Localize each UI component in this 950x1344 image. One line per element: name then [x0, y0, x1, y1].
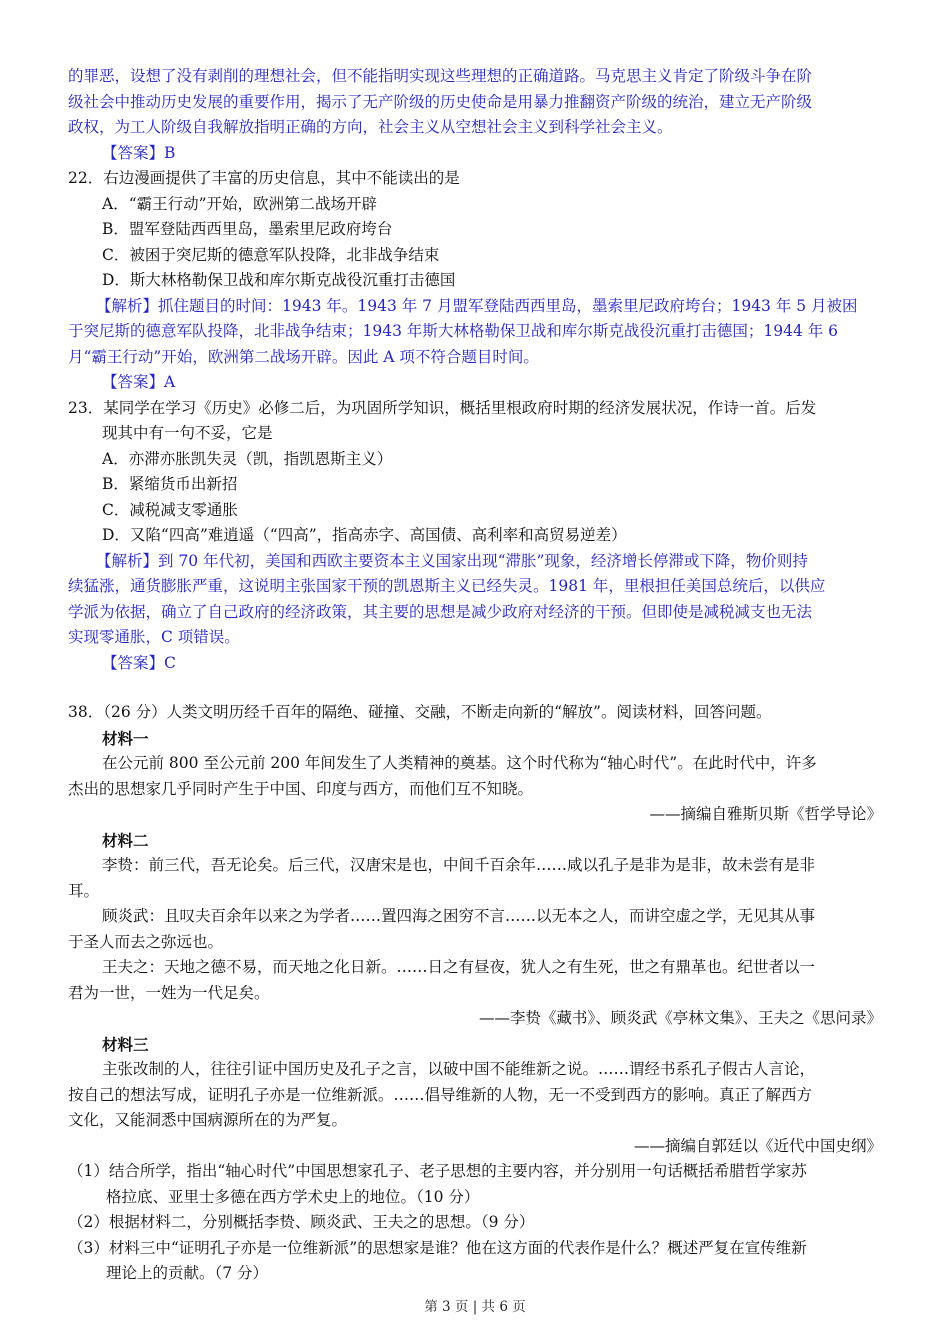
sub-question-3	[68, 1236, 882, 1287]
question-stem: 38．（26 分）人类文明历经千百年的隔绝、碰撞、交融，不断走向新的“解放”。阅读材料，回答问题。	[68, 703, 772, 721]
sub-question-line: （1）结合所学，指出“轴心时代”中国思想家孔子、老子思想的主要内容，并分别用一句话概括希腊哲学家苏	[68, 1162, 807, 1180]
q22-answer: 【答案】A	[102, 373, 176, 391]
material-line: 顾炎武：且叹夫百余年以来之为学者……置四海之困穷不言……以无本之人，而讲空虚之学，无见其从事	[102, 907, 816, 925]
explanation-line: 的罪恶，设想了没有剥削的理想社会，但不能指明实现这些理想的正确道路。马克思主义肯定了阶级斗争在阶	[68, 67, 813, 85]
explanation-line: 于突尼斯的德意军队投降，北非战争结束；1943 年斯大林格勒保卫战和库尔斯克战役沉重打击德国；1944 年 6	[68, 322, 839, 340]
explanation-line: 【解析】到 70 年代初，美国和西欧主要资本主义国家出现“滞胀”现象，经济增长停滞或下降，物价则持	[96, 551, 808, 570]
option-d: D．斯大林格勒保卫战和库尔斯克战役沉重打击德国	[102, 271, 456, 289]
spacer	[68, 676, 882, 700]
question-23	[68, 396, 882, 677]
q23-answer: 【答案】C	[102, 653, 176, 672]
explanation-line: 续猛涨，通货膨胀严重，这说明主张国家干预的凯恩斯主义已经失灵。1981 年，里根担任美国总统后，以供应	[68, 577, 826, 595]
sub-question-line: 格拉底、亚里士多德在西方学术史上的地位。（10 分）	[106, 1187, 480, 1206]
material-1-title: 材料一	[102, 728, 149, 748]
explanation-line: 学派为依据，确立了自己政府的经济政策，其主要的思想是减少政府对经济的干预。但即使是减税减支也无法	[68, 602, 813, 621]
material-line: 耳。	[68, 881, 100, 900]
material-line: 王夫之：天地之德不易，而天地之化日新。……日之有昼夜，犹人之有生死，世之有鼎革也。纪世者以一	[102, 958, 816, 976]
option-b: B．盟军登陆西西里岛，墨索里尼政府垮台	[102, 220, 393, 238]
material-line: 按自己的想法写成，证明孔子亦是一位维新派。……倡导维新的人物，无一不受到西方的影响。真正了解西方	[68, 1085, 813, 1104]
explanation-line: 政权，为工人阶级自我解放指明正确的方向，社会主义从空想社会主义到科学社会主义。	[68, 118, 673, 136]
question-stem-cont: 现其中有一句不妥，它是	[102, 424, 273, 442]
explanation-line: 级社会中推动历史发展的重要作用，揭示了无产阶级的历史使命是用暴力推翻资产阶级的统治，建立无产阶级	[68, 92, 813, 111]
material-line: 君为一世，一姓为一代足矣。	[68, 983, 270, 1002]
option-b: B．紧缩货币出新招	[102, 475, 238, 493]
material-2-title: 材料二	[102, 830, 149, 850]
question-38	[68, 700, 882, 1287]
sub-question-line: （3）材料三中“证明孔子亦是一位维新派”的思想家是谁？他在这方面的代表作是什么？概述严复在宣传维新	[68, 1238, 807, 1257]
sub-question-line: （2）根据材料二，分别概括李贽、顾炎武、王夫之的思想。（9 分）	[68, 1213, 535, 1231]
option-c: C．被困于突尼斯的德意军队投降，北非战争结束	[102, 245, 440, 264]
sub-question-1	[68, 1159, 882, 1210]
material-source: ——摘编自郭廷以《近代中国史纲》	[633, 1136, 882, 1155]
explanation-line: 【解析】抓住题目的时间：1943 年。1943 年 7 月盟军登陆西西里岛，墨索里尼政府垮台；1943 年 5 月被困	[96, 296, 858, 315]
material-source: ——摘编自雅斯贝斯《哲学导论》	[649, 805, 882, 823]
material-line: 主张改制的人，往往引证中国历史及孔子之言，以破中国不能维新之说。……谓经书系孔子假古人言论，	[102, 1060, 816, 1078]
material-line: 文化，又能洞悉中国病源所在的为严复。	[68, 1111, 348, 1129]
option-a: A．“霸王行动”开始，欧洲第二战场开辟	[102, 194, 378, 213]
page-footer: 第 3 页 | 共 6 页	[424, 1299, 526, 1315]
q21-explanation	[68, 64, 882, 141]
material-line: 李贽：前三代，吾无论矣。后三代，汉唐宋是也，中间千百余年……咸以孔子是非为是非，故未尝有是非	[102, 856, 816, 874]
option-d: D．又陷“四高”难逍遥（“四高”，指高赤字、高国债、高利率和高贸易逆差）	[102, 526, 627, 544]
sub-question-2	[68, 1210, 882, 1236]
question-stem: 22．右边漫画提供了丰富的历史信息，其中不能读出的是	[68, 169, 460, 187]
material-source: ——李贽《藏书》、顾炎武《亭林文集》、王夫之《思问录》	[478, 1009, 882, 1027]
sub-question-line: 理论上的贡献。（7 分）	[106, 1264, 269, 1282]
material-line: 杰出的思想家几乎同时产生于中国、印度与西方，而他们互不知晓。	[68, 779, 534, 798]
material-line: 在公元前 800 至公元前 200 年间发生了人类精神的奠基。这个时代称为“轴心时代”。在此时代中，许多	[102, 754, 817, 772]
q21-answer: 【答案】B	[102, 143, 176, 162]
page-content	[68, 64, 882, 1287]
question-22	[68, 166, 882, 396]
question-stem: 23．某同学在学习《历史》必修二后，为巩固所学知识，概括里根政府时期的经济发展状况，作诗一首。后发	[68, 398, 817, 417]
material-line: 于圣人而去之弥远也。	[68, 932, 224, 951]
explanation-line: 实现零通胀，C 项错误。	[68, 628, 240, 646]
explanation-line: 月“霸王行动”开始，欧洲第二战场开辟。因此 A 项不符合题目时间。	[68, 347, 539, 366]
option-c: C．减税减支零通胀	[102, 500, 238, 519]
option-a: A．亦滞亦胀凯失灵（凯，指凯恩斯主义）	[102, 449, 393, 468]
material-3-title: 材料三	[102, 1034, 149, 1054]
